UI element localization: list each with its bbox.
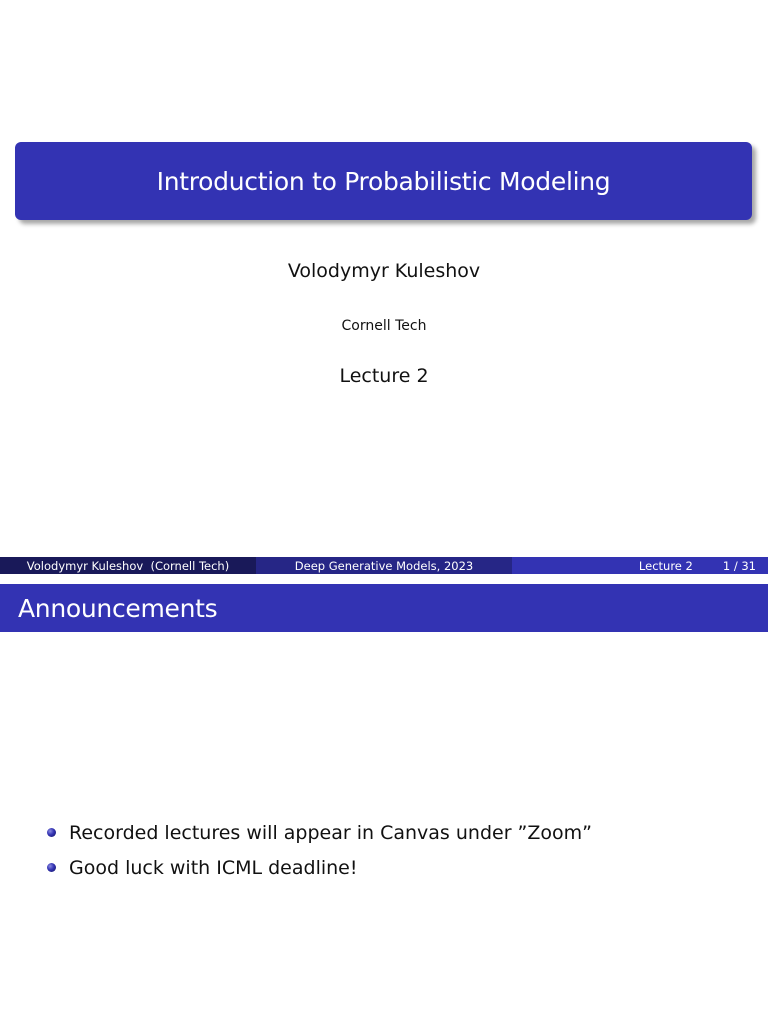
institute: Cornell Tech: [341, 318, 427, 334]
bullet-icon: [47, 828, 56, 837]
bullet-text: Good luck with ICML deadline!: [69, 856, 358, 879]
footer-course-text: Deep Generative Models, 2023: [294, 558, 474, 573]
list-item: [0, 850, 768, 885]
bullet-icon: [47, 863, 56, 872]
frame-title: Announcements: [18, 593, 218, 623]
bullet-list: [0, 815, 768, 885]
lecture-label: Lecture 2: [339, 365, 429, 387]
title-box: [15, 142, 752, 220]
footer-lecture: Lecture 2: [638, 558, 693, 573]
footer-author-text: Volodymyr Kuleshov (Cornell Tech): [26, 558, 230, 573]
footer-page-number: 1 / 31: [722, 558, 756, 573]
frame-title-bar: [0, 584, 768, 632]
bullet-text: Recorded lectures will appear in Canvas under ”Zoom”: [69, 821, 593, 844]
slide-title: Introduction to Probabilistic Modeling: [156, 166, 611, 196]
footer-lecture-page: [512, 557, 768, 574]
list-item: [0, 815, 768, 850]
slide-footer: [0, 557, 768, 574]
author-name: Volodymyr Kuleshov: [287, 260, 481, 282]
footer-course: [256, 557, 512, 574]
footer-author: [0, 557, 256, 574]
